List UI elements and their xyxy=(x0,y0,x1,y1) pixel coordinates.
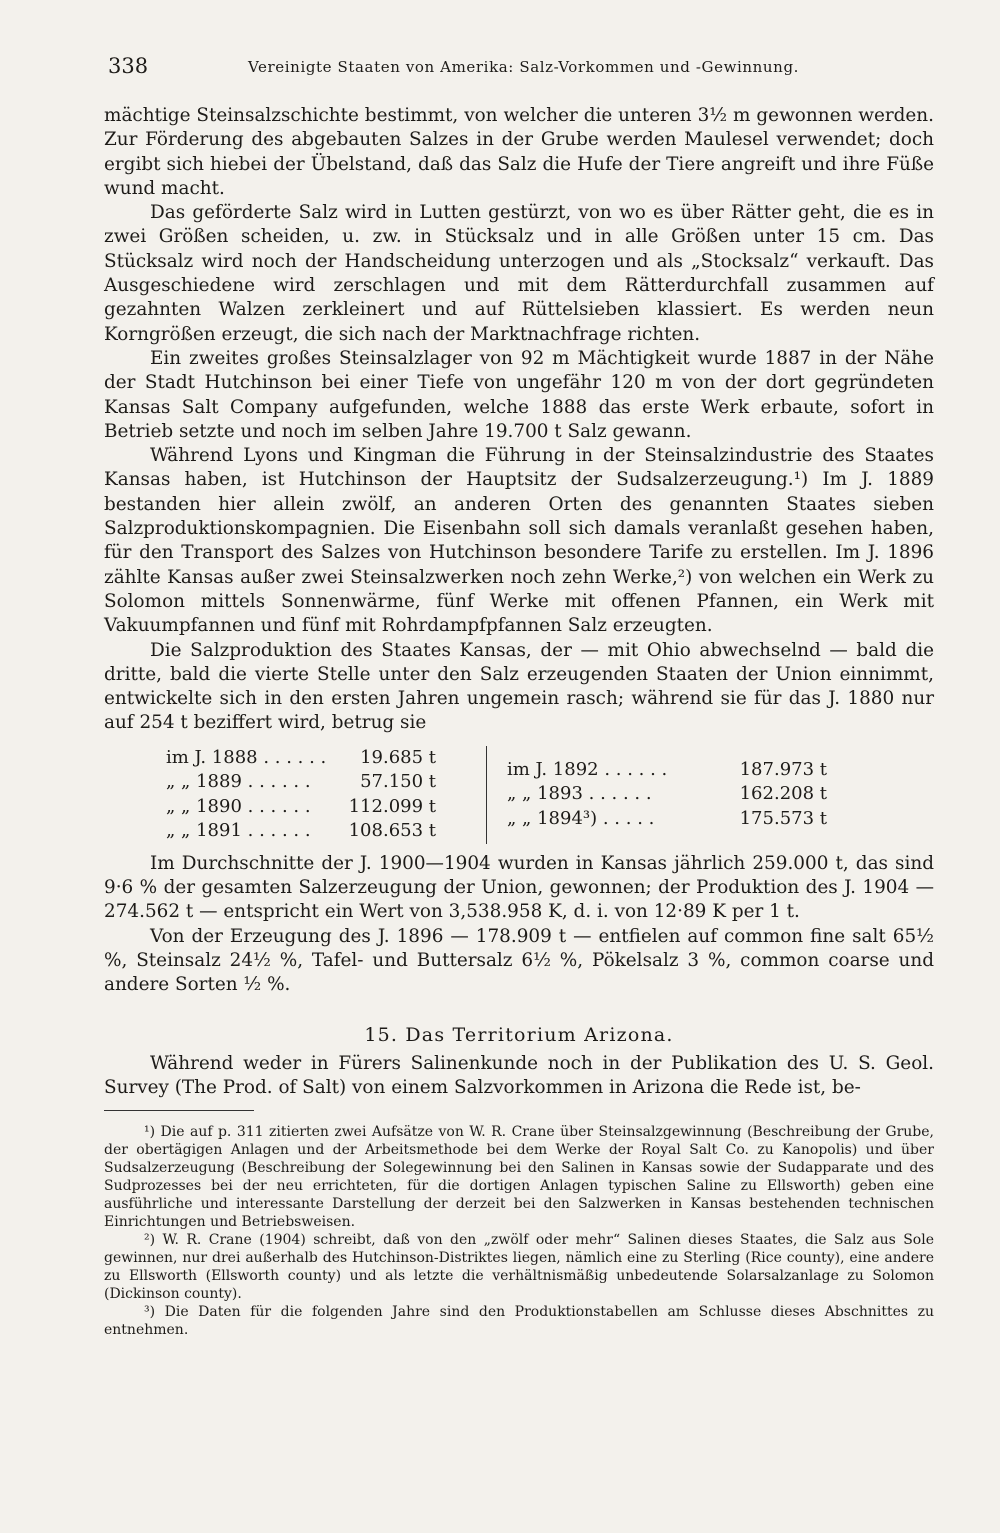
paragraph: Von der Erzeugung des J. 1896 — 178.909 t — entfielen auf common fine salt 65½ %, Steinsalz 24½ %, Tafel- und Buttersalz 6½ %, Pökelsalz 3 %, common coarse und andere Sorten ½ %. xyxy=(104,925,934,996)
production-value: 112.099 t xyxy=(348,795,436,817)
table-row xyxy=(166,795,486,820)
year-label: „ „ 1890 . . . . . . xyxy=(166,795,311,817)
year-label: im J. 1888 . . . . . . xyxy=(166,746,327,768)
page-header xyxy=(108,50,898,90)
page-number: 338 xyxy=(108,54,149,78)
paragraph: Im Durchschnitte der J. 1900—1904 wurden in Kansas jährlich 259.000 t, das sind 9·6 % der gesamten Salzerzeugung der Union, gewonnen; der Produktion des J. 1904 — 274.562 t — entspricht ein Wert von 3,538.958 K, d. i. von 12·89 K per 1 t. xyxy=(104,852,934,923)
year-label: „ „ 1891 . . . . . . xyxy=(166,820,311,842)
production-value: 57.150 t xyxy=(360,771,436,793)
production-value: 162.208 t xyxy=(739,783,827,805)
footnote-divider xyxy=(104,1110,254,1111)
footnote: ³) Die Daten für die folgenden Jahre sind den Produktionstabellen am Schlusse dieses Abschnittes zu entnehmen. xyxy=(104,1304,934,1339)
paragraph-continuation: mächtige Steinsalzschichte bestimmt, von welcher die unteren 3½ m gewonnen werden. Zur Förderung des abgebauten Salzes in der Grube werden Maulesel verwendet; doch ergibt sich hiebei der Übelstand, daß das Salz die Hufe der Tiere angreift und ihre Füße wund macht. xyxy=(104,105,934,199)
production-table xyxy=(166,746,866,844)
footnote: ¹) Die auf p. 311 zitierten zwei Aufsätze von W. R. Crane über Steinsalzgewinnung (Beschreibung der Grube, der obertägigen Anlagen und der Arbeitsmethode bei dem Werke der Royal Salt Co. zu Kanopolis) und über Sudsalzerzeugung (Beschreibung der Solegewinnung bei den Salinen in Kansas sowie der Sudapparate und des Sudprozesses bei der neu errichteten, für die dortigen Anlagen typischen Saline zu Ellsworth) geben eine ausführliche und interessante Darstellung der derzeit bei den Salzwerken in Kansas bestehenden technischen Einrichtungen und Betriebsweisen. xyxy=(104,1124,934,1231)
table-row xyxy=(166,819,486,844)
year-label: im J. 1892 . . . . . . xyxy=(507,758,668,780)
table-row xyxy=(507,782,847,807)
year-label: „ „ 1894³) . . . . . xyxy=(507,807,655,829)
footnotes xyxy=(104,1123,934,1339)
paragraph: Ein zweites großes Steinsalzlager von 92 m Mächtigkeit wurde 1887 in der Nähe der Stadt Hutchinson bei einer Tiefe von ungefähr 120 m von der dort gegründeten Kansas Salt Company aufgefunden, welche 1888 das erste Werk erbaute, sofort in Betrieb setzte und noch im selben Jahre 19.700 t Salz gewann. xyxy=(104,347,934,442)
production-table-right-column xyxy=(486,746,847,844)
paragraph: Die Salzproduktion des Staates Kansas, der — mit Ohio abwechselnd — bald die dritte, bald die vierte Stelle unter den Salz erzeugenden Staaten der Union einnimmt, entwickelte sich in den ersten Jahren ungemein rasch; während sie für das J. 1880 nur auf 254 t beziffert wird, betrug sie xyxy=(104,639,934,734)
production-value: 175.573 t xyxy=(739,807,827,829)
footnote: ²) W. R. Crane (1904) schreibt, daß von den „zwölf oder mehr“ Salinen dieses Staates, die Salz aus Sole gewinnen, nur drei außerhalb des Hutchinson-Distriktes liegen, nämlich eine zu Sterling (Rice county), eine andere zu Ellsworth (Ellsworth county) und als letzte die verhältnismäßig unbedeutende Solarsalzanlage zu Solomon (Dickinson county). xyxy=(104,1232,934,1303)
section-paragraph: Während weder in Fürers Salinenkunde noch in der Publikation des U. S. Geol. Survey (The Prod. of Salt) von einem Salzvorkommen in Arizona die Rede ist, be- xyxy=(104,1052,934,1098)
year-label: „ „ 1893 . . . . . . xyxy=(507,783,652,805)
paragraph: Während Lyons und Kingman die Führung in der Steinsalzindustrie des Staates Kansas haben, ist Hutchinson der Hauptsitz der Sudsalzerzeugung.¹) Im J. 1889 bestanden hier allein zwölf, an anderen Orten des genannten Staates sieben Salzproduktionskompagnien. Die Eisenbahn soll sich damals veranlaßt gesehen haben, für den Transport des Salzes von Hutchinson besondere Tarife zu erstellen. Im J. 1896 zählte Kansas außer zwei Steinsalzwerken noch zehn Werke,²) von welchen ein Werk zu Solomon mittels Sonnenwärme, fünf Werke mit offenen Pfannen, ein Werk mit Vakuumpfannen und fünf mit Rohrdampfpfannen Salz erzeugten. xyxy=(104,445,934,637)
year-label: „ „ 1889 . . . . . . xyxy=(166,771,311,793)
production-value: 19.685 t xyxy=(360,746,436,768)
table-row xyxy=(507,758,847,783)
page-body xyxy=(104,104,934,1339)
production-value: 108.653 t xyxy=(348,820,436,842)
running-head: Vereinigte Staaten von Amerika: Salz-Vorkommen und -Gewinnung. xyxy=(248,58,800,76)
production-table-left-column xyxy=(166,746,486,844)
production-value: 187.973 t xyxy=(739,758,827,780)
table-row xyxy=(166,746,486,771)
table-row xyxy=(166,770,486,795)
paragraph: Das geförderte Salz wird in Lutten gestürzt, von wo es über Rätter geht, die es in zwei Größen scheiden, u. zw. in Stücksalz und in alle Größen unter 15 cm. Das Stücksalz wird noch der Handscheidung unterzogen und als „Stocksalz“ verkauft. Das Ausgeschiedene wird zerschlagen und mit dem Rätterdurchfall zusammen auf gezahnten Walzen zerkleinert und auf Rüttelsieben klassiert. Es werden neun Korngrößen erzeugt, die sich nach der Marktnachfrage richten. xyxy=(104,202,934,345)
table-row xyxy=(507,807,847,832)
section-heading: 15. Das Territorium Arizona. xyxy=(364,1023,674,1046)
